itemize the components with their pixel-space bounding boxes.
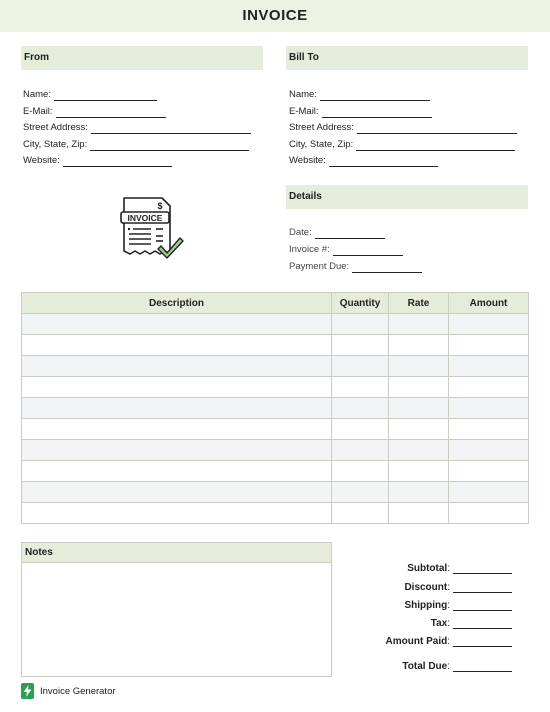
details-heading: Details [286,185,528,209]
from-name-field[interactable] [23,89,157,101]
tax-field[interactable] [431,618,512,629]
blank-line [453,600,512,611]
subtotal-field[interactable] [407,563,512,574]
notes-box[interactable] [21,542,332,677]
field-label: Street Address: [23,122,88,133]
blank-line [320,90,430,101]
blank-line [453,661,512,672]
amount-cell[interactable] [449,440,529,461]
blank-line [322,107,432,118]
rate-cell[interactable] [389,314,449,335]
table-row [22,314,529,335]
field-label: City, State, Zip: [289,139,354,150]
total-label: Total Due [402,661,448,672]
brand-name: Invoice Generator [40,685,116,697]
quantity-cell[interactable] [332,314,389,335]
blank-line [453,636,512,647]
amount-cell[interactable] [449,335,529,356]
total-label: Discount [404,582,448,593]
description-cell[interactable] [22,440,332,461]
table-row [22,503,529,524]
invoice-title: INVOICE [0,0,550,32]
amount-cell[interactable] [449,482,529,503]
notes-heading: Notes [22,543,331,563]
blank-line [90,140,249,151]
invoice-icon-graphic [118,196,186,262]
description-cell[interactable] [22,377,332,398]
blank-line [56,107,166,118]
total-label: Amount Paid [385,636,448,647]
blank-line [453,582,512,593]
table-row [22,356,529,377]
colon: : [447,582,450,593]
bill-to-heading: Bill To [286,46,528,70]
column-header-amount: Amount [449,293,529,314]
column-header-rate: Rate [389,293,449,314]
quantity-cell[interactable] [332,503,389,524]
amount-cell[interactable] [449,356,529,377]
description-cell[interactable] [22,419,332,440]
colon: : [447,563,450,574]
blank-line [329,156,438,167]
colon: : [447,636,450,647]
field-label: Website: [23,155,60,166]
blank-line [63,156,172,167]
discount-field[interactable] [404,582,512,593]
billto-city-field[interactable] [289,139,515,151]
from-street-field[interactable] [23,122,251,134]
invoice-number-field[interactable] [289,244,403,256]
table-row [22,440,529,461]
field-label: Name: [23,89,51,100]
from-email-field[interactable] [23,106,166,118]
field-label: Date: [289,227,312,238]
rate-cell[interactable] [389,461,449,482]
description-cell[interactable] [22,356,332,377]
description-cell[interactable] [22,335,332,356]
from-city-field[interactable] [23,139,249,151]
rate-cell[interactable] [389,482,449,503]
shipping-field[interactable] [404,600,512,611]
total-label: Shipping [404,600,448,611]
quantity-cell[interactable] [332,398,389,419]
field-label: E-Mail: [23,106,53,117]
amount-cell[interactable] [449,503,529,524]
quantity-cell[interactable] [332,461,389,482]
rate-cell[interactable] [389,398,449,419]
quantity-cell[interactable] [332,335,389,356]
table-row [22,377,529,398]
from-website-field[interactable] [23,155,172,167]
date-field[interactable] [289,227,385,239]
blank-line [315,228,385,239]
table-row [22,482,529,503]
total-label: Tax [430,618,448,629]
table-row [22,461,529,482]
billto-street-field[interactable] [289,122,517,134]
amount-paid-field[interactable] [386,636,512,647]
blank-line [333,245,403,256]
lightning-icon [21,683,34,699]
rate-cell[interactable] [389,440,449,461]
blank-line [357,123,517,134]
description-cell[interactable] [22,461,332,482]
column-header-description: Description [22,293,332,314]
invoice-generator-brand[interactable] [21,683,116,699]
field-label: City, State, Zip: [23,139,88,150]
amount-cell[interactable] [449,377,529,398]
column-header-quantity: Quantity [332,293,389,314]
colon: : [447,618,450,629]
table-header-row [22,293,529,314]
blank-line [352,262,422,273]
payment-due-field[interactable] [289,261,422,273]
field-label: Payment Due: [289,261,350,272]
quantity-cell[interactable] [332,482,389,503]
rate-cell[interactable] [389,356,449,377]
colon: : [447,600,450,611]
field-label: Name: [289,89,317,100]
invoice-document-icon [118,196,186,262]
quantity-cell[interactable] [332,440,389,461]
field-label: Website: [289,155,326,166]
quantity-cell[interactable] [332,377,389,398]
field-label: Street Address: [289,122,354,133]
blank-line [453,563,512,574]
description-cell[interactable] [22,503,332,524]
table-row [22,335,529,356]
field-label: E-Mail: [289,106,319,117]
amount-cell[interactable] [449,314,529,335]
icon-badge-text: INVOICE [127,212,163,223]
dollar-sign: $ [157,201,163,211]
table-row [22,398,529,419]
description-cell[interactable] [22,314,332,335]
billto-name-field[interactable] [289,89,430,101]
rate-cell[interactable] [389,503,449,524]
blank-line [91,123,251,134]
billto-website-field[interactable] [289,155,438,167]
total-label: Subtotal [407,563,448,574]
total-due-field[interactable] [402,661,512,672]
description-cell[interactable] [22,398,332,419]
amount-cell[interactable] [449,419,529,440]
quantity-cell[interactable] [332,356,389,377]
rate-cell[interactable] [389,335,449,356]
amount-cell[interactable] [449,398,529,419]
table-row [22,419,529,440]
field-label: Invoice #: [289,244,330,255]
line-items-table [21,292,529,524]
blank-line [356,140,515,151]
from-heading: From [21,46,263,70]
colon: : [447,661,450,672]
table-body [22,314,529,524]
billto-email-field[interactable] [289,106,432,118]
description-cell[interactable] [22,482,332,503]
rate-cell[interactable] [389,377,449,398]
rate-cell[interactable] [389,419,449,440]
blank-line [54,90,157,101]
blank-line [453,618,512,629]
quantity-cell[interactable] [332,419,389,440]
amount-cell[interactable] [449,461,529,482]
